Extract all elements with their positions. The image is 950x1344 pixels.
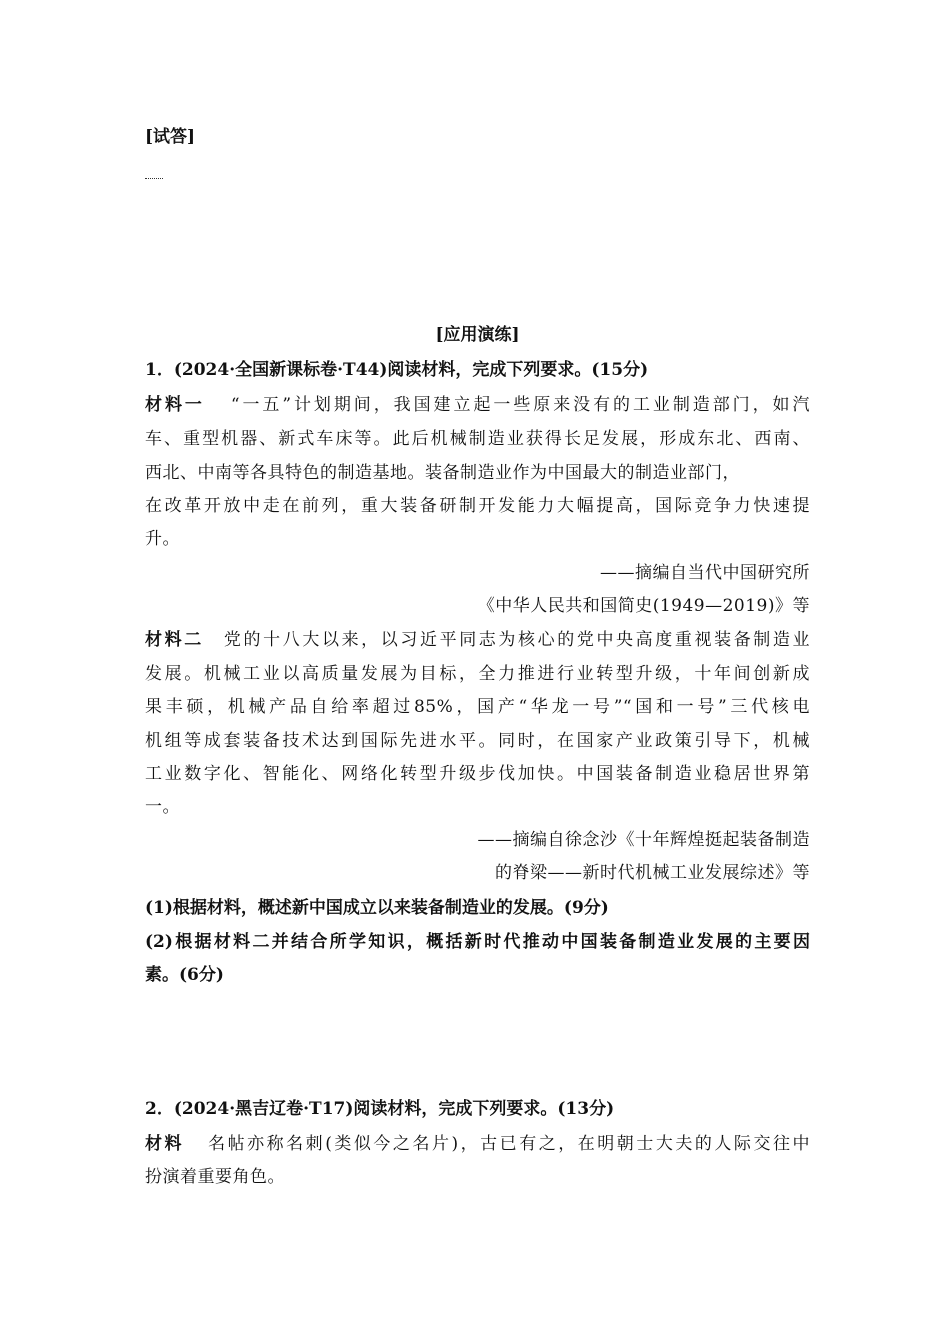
- answer-dotted-line: [145, 176, 163, 179]
- q2-instruction: 阅读材料，完成下列要求。(13分): [353, 1099, 615, 1119]
- q1-m1-source-1: ——摘编自当代中国研究所: [600, 563, 810, 583]
- q1-subquestion-1: (1)根据材料，概述新中国成立以来装备制造业的发展。(9分): [145, 898, 609, 918]
- q1-m1-source-2: 《中华人民共和国简史(1949—2019)》等: [477, 596, 810, 616]
- q1-m2-text-1: 党的十八大以来，以习近平同志为核心的党中央高度重视装备制造业: [221, 630, 811, 650]
- q2-source: (2024·黑吉辽卷·T17): [173, 1099, 354, 1119]
- q1-m2-line-6: 一。: [145, 797, 180, 817]
- q1-material1-label: 材料一: [145, 395, 205, 415]
- q1-m2-line-4: 机组等成套装备技术达到国际先进水平。同时，在国家产业政策引导下，机械: [145, 731, 810, 751]
- q2-m-line-1: [145, 1132, 810, 1156]
- q1-m1-line-4: 在改革开放中走在前列，重大装备研制开发能力大幅提高，国际竞争力快速提: [145, 496, 810, 516]
- q2-m-text-1: 名帖亦称名刺(类似今之名片)，古已有之，在明朝士大夫的人际交往中: [206, 1134, 811, 1154]
- q2-heading: [145, 1097, 810, 1121]
- q1-source: (2024·全国新课标卷·T44): [173, 360, 388, 380]
- q2-number: 2．: [145, 1099, 174, 1119]
- q1-m2-source-1: ——摘编自徐念沙《十年辉煌挺起装备制造: [477, 830, 810, 850]
- q1-m1-line-3: 西北、中南等各具特色的制造基地。装备制造业作为中国最大的制造业部门，: [145, 463, 740, 483]
- trial-answer-label: [试答]: [145, 127, 196, 147]
- q1-m2-line-3: 果丰硕，机械产品自给率超过85%，国产“华龙一号”“国和一号”三代核电: [145, 697, 810, 717]
- q1-heading: [145, 358, 810, 382]
- q1-number: 1．: [145, 360, 174, 380]
- q1-m2-line-5: 工业数字化、智能化、网络化转型升级步伐加快。中国装备制造业稳居世界第: [145, 764, 810, 784]
- q1-m1-line-5: 升。: [145, 529, 180, 549]
- q1-m1-line-1: [145, 393, 810, 417]
- q1-m1-line-2: 车、重型机器、新式车床等。此后机械制造业获得长足发展，形成东北、西南、: [145, 429, 810, 449]
- q1-subquestion-2-line-2: 素。(6分): [145, 965, 224, 985]
- q1-material2-label: 材料二: [145, 630, 204, 650]
- q1-m2-line-1: [145, 628, 810, 652]
- q1-subquestion-2-line-1: (2)根据材料二并结合所学知识，概括新时代推动中国装备制造业发展的主要因: [145, 932, 810, 952]
- q1-m2-line-2: 发展。机械工业以高质量发展为目标，全力推进行业转型升级，十年间创新成: [145, 664, 810, 684]
- q1-m1-text-1: “一五”计划期间，我国建立起一些原来没有的工业制造部门，如汽: [230, 395, 810, 415]
- q2-material-label: 材料: [145, 1134, 185, 1154]
- q1-m2-source-2: 的脊梁——新时代机械工业发展综述》等: [495, 863, 810, 883]
- q1-instruction: 阅读材料，完成下列要求。(15分): [387, 360, 649, 380]
- q2-m-line-2: 扮演着重要角色。: [145, 1167, 285, 1187]
- section-title: [应用演练]: [435, 325, 520, 345]
